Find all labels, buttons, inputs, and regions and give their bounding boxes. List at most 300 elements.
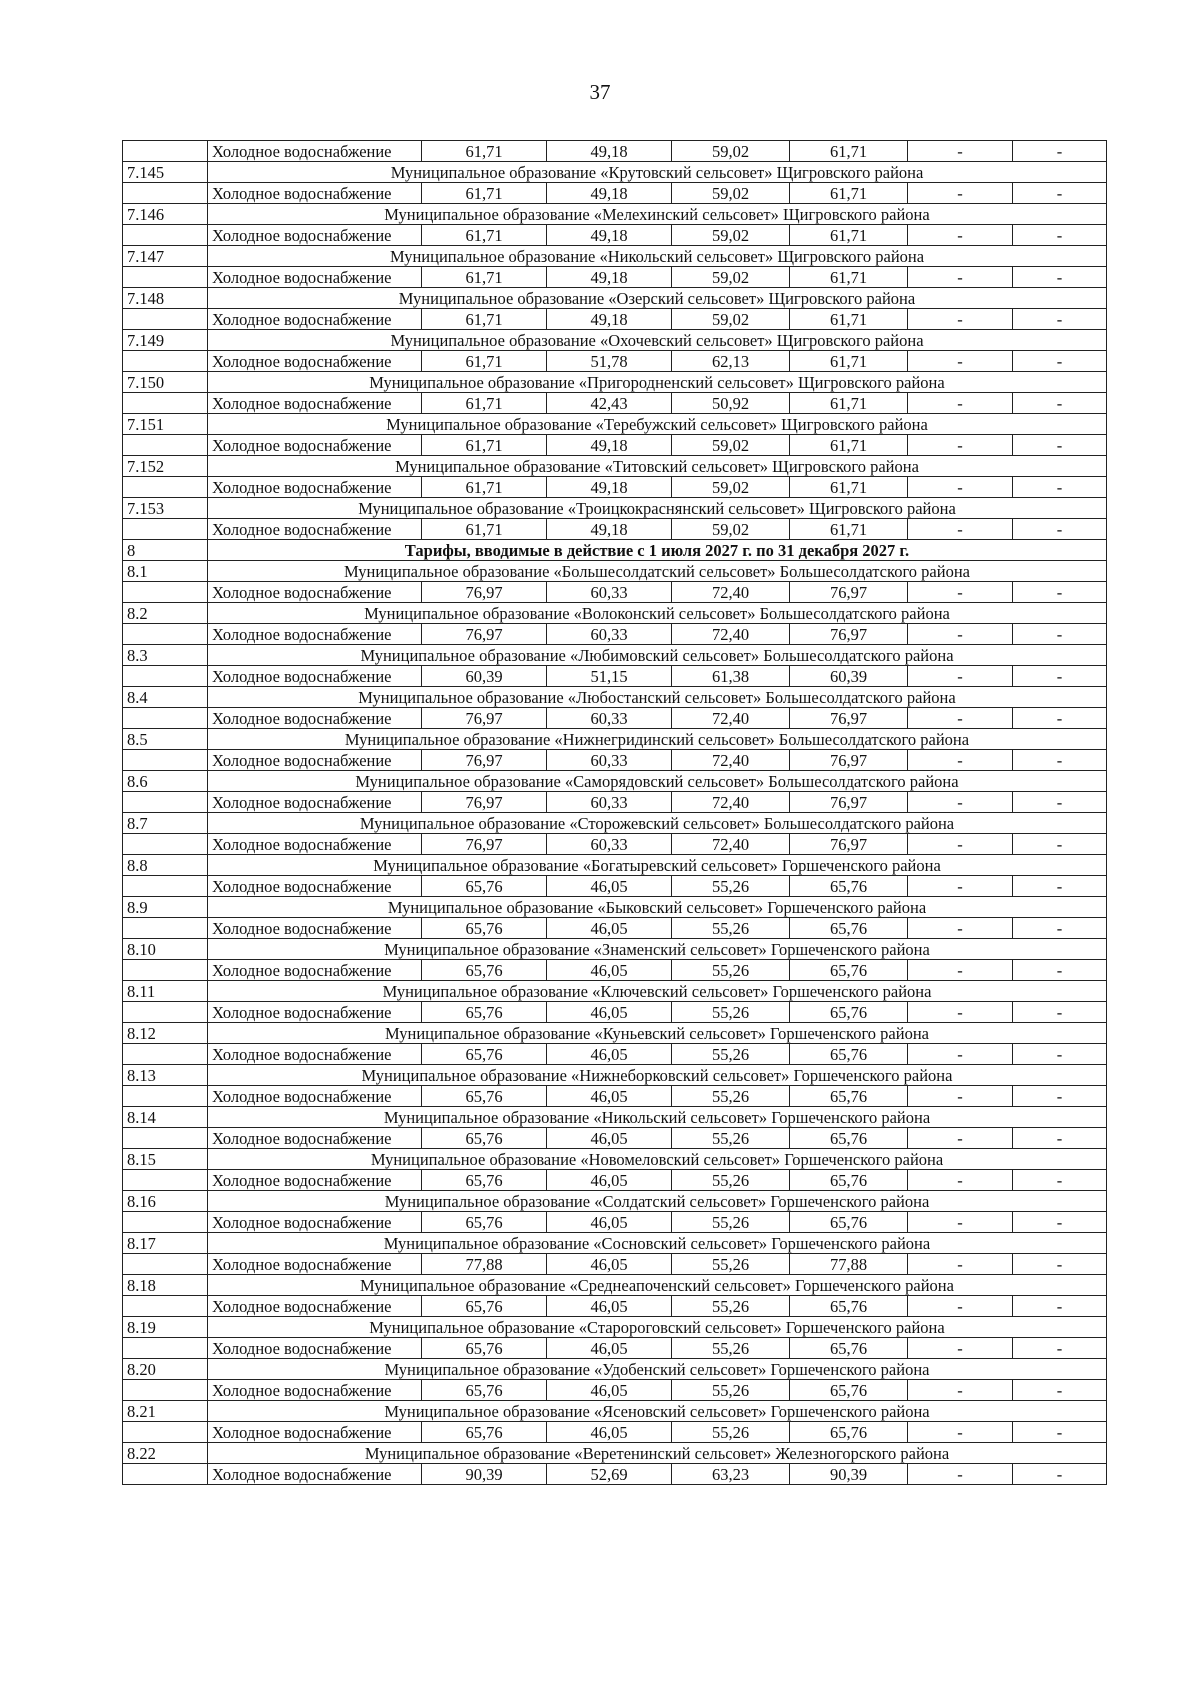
value-cell: - xyxy=(908,1044,1013,1065)
row-number-cell xyxy=(123,183,208,204)
municipality-row xyxy=(123,1443,1107,1464)
service-cell: Холодное водоснабжение xyxy=(208,792,422,813)
row-number-cell xyxy=(123,519,208,540)
value-cell: 60,33 xyxy=(547,624,672,645)
value-cell: 65,76 xyxy=(790,1128,908,1149)
value-cell: - xyxy=(1013,393,1107,414)
tariff-table-body xyxy=(123,141,1107,1485)
value-cell: 46,05 xyxy=(547,1086,672,1107)
value-cell: - xyxy=(1013,624,1107,645)
tariff-table xyxy=(122,140,1107,1485)
municipality-title: Муниципальное образование «Веретенинский сельсовет» Железногорского района xyxy=(208,1443,1107,1464)
row-number-cell: 7.153 xyxy=(123,498,208,519)
value-cell: 59,02 xyxy=(672,435,790,456)
service-cell: Холодное водоснабжение xyxy=(208,393,422,414)
value-cell: - xyxy=(908,624,1013,645)
value-cell: 46,05 xyxy=(547,960,672,981)
value-cell: - xyxy=(1013,267,1107,288)
value-cell: 61,71 xyxy=(790,393,908,414)
value-cell: - xyxy=(908,1002,1013,1023)
table-row xyxy=(123,393,1107,414)
value-cell: 46,05 xyxy=(547,918,672,939)
value-cell: 46,05 xyxy=(547,1170,672,1191)
value-cell: 61,71 xyxy=(422,141,547,162)
municipality-row xyxy=(123,414,1107,435)
municipality-row xyxy=(123,204,1107,225)
row-number-cell xyxy=(123,918,208,939)
row-number-cell xyxy=(123,624,208,645)
row-number-cell: 8.3 xyxy=(123,645,208,666)
value-cell: 65,76 xyxy=(790,1422,908,1443)
value-cell: 76,97 xyxy=(422,624,547,645)
value-cell: 59,02 xyxy=(672,225,790,246)
value-cell: - xyxy=(908,918,1013,939)
value-cell: 60,33 xyxy=(547,582,672,603)
value-cell: - xyxy=(908,1254,1013,1275)
value-cell: - xyxy=(908,708,1013,729)
municipality-title: Муниципальное образование «Сторожевский сельсовет» Большесолдатского района xyxy=(208,813,1107,834)
municipality-title: Муниципальное образование «Нижнегридинский сельсовет» Большесолдатского района xyxy=(208,729,1107,750)
service-cell: Холодное водоснабжение xyxy=(208,1086,422,1107)
value-cell: - xyxy=(908,960,1013,981)
value-cell: 55,26 xyxy=(672,1128,790,1149)
municipality-title: Муниципальное образование «Сосновский сельсовет» Горшеченского района xyxy=(208,1233,1107,1254)
value-cell: 61,71 xyxy=(790,183,908,204)
value-cell: 42,43 xyxy=(547,393,672,414)
value-cell: 60,33 xyxy=(547,708,672,729)
municipality-row xyxy=(123,687,1107,708)
value-cell: 46,05 xyxy=(547,1212,672,1233)
value-cell: 49,18 xyxy=(547,519,672,540)
value-cell: - xyxy=(1013,582,1107,603)
value-cell: 61,71 xyxy=(790,141,908,162)
table-row xyxy=(123,1044,1107,1065)
municipality-title: Муниципальное образование «Большесолдатский сельсовет» Большесолдатского района xyxy=(208,561,1107,582)
row-number-cell: 8.18 xyxy=(123,1275,208,1296)
municipality-row xyxy=(123,981,1107,1002)
row-number-cell: 8.16 xyxy=(123,1191,208,1212)
municipality-row xyxy=(123,456,1107,477)
table-row xyxy=(123,1086,1107,1107)
value-cell: - xyxy=(908,309,1013,330)
service-cell: Холодное водоснабжение xyxy=(208,624,422,645)
value-cell: 65,76 xyxy=(422,1170,547,1191)
row-number-cell: 7.150 xyxy=(123,372,208,393)
service-cell: Холодное водоснабжение xyxy=(208,309,422,330)
row-number-cell xyxy=(123,960,208,981)
value-cell: - xyxy=(1013,876,1107,897)
value-cell: - xyxy=(1013,1254,1107,1275)
service-cell: Холодное водоснабжение xyxy=(208,1212,422,1233)
table-row xyxy=(123,708,1107,729)
table-row xyxy=(123,477,1107,498)
value-cell: 51,78 xyxy=(547,351,672,372)
table-row xyxy=(123,960,1107,981)
value-cell: 72,40 xyxy=(672,792,790,813)
section-title: Тарифы, вводимые в действие с 1 июля 2027 г. по 31 декабря 2027 г. xyxy=(208,540,1107,561)
value-cell: 46,05 xyxy=(547,1338,672,1359)
value-cell: 61,71 xyxy=(790,519,908,540)
value-cell: 49,18 xyxy=(547,435,672,456)
value-cell: 62,13 xyxy=(672,351,790,372)
value-cell: 72,40 xyxy=(672,834,790,855)
service-cell: Холодное водоснабжение xyxy=(208,519,422,540)
value-cell: 59,02 xyxy=(672,477,790,498)
municipality-row xyxy=(123,1065,1107,1086)
service-cell: Холодное водоснабжение xyxy=(208,1254,422,1275)
value-cell: 55,26 xyxy=(672,1170,790,1191)
municipality-row xyxy=(123,1275,1107,1296)
row-number-cell xyxy=(123,666,208,687)
value-cell: - xyxy=(1013,1422,1107,1443)
municipality-title: Муниципальное образование «Куньевский сельсовет» Горшеченского района xyxy=(208,1023,1107,1044)
row-number-cell xyxy=(123,477,208,498)
value-cell: - xyxy=(1013,1380,1107,1401)
row-number-cell xyxy=(123,1212,208,1233)
value-cell: 46,05 xyxy=(547,876,672,897)
value-cell: - xyxy=(1013,960,1107,981)
row-number-cell xyxy=(123,750,208,771)
value-cell: - xyxy=(908,1128,1013,1149)
row-number-cell xyxy=(123,1296,208,1317)
value-cell: 46,05 xyxy=(547,1422,672,1443)
value-cell: 61,71 xyxy=(790,309,908,330)
value-cell: - xyxy=(1013,792,1107,813)
row-number-cell xyxy=(123,792,208,813)
value-cell: 55,26 xyxy=(672,918,790,939)
value-cell: 61,71 xyxy=(422,519,547,540)
value-cell: 50,92 xyxy=(672,393,790,414)
municipality-row xyxy=(123,939,1107,960)
service-cell: Холодное водоснабжение xyxy=(208,834,422,855)
value-cell: 65,76 xyxy=(790,1086,908,1107)
service-cell: Холодное водоснабжение xyxy=(208,708,422,729)
service-cell: Холодное водоснабжение xyxy=(208,1002,422,1023)
table-row xyxy=(123,309,1107,330)
value-cell: - xyxy=(1013,666,1107,687)
row-number-cell: 7.145 xyxy=(123,162,208,183)
value-cell: - xyxy=(908,435,1013,456)
page-number: 37 xyxy=(589,80,611,104)
value-cell: 72,40 xyxy=(672,624,790,645)
value-cell: 65,76 xyxy=(790,1338,908,1359)
row-number-cell: 8.20 xyxy=(123,1359,208,1380)
row-number-cell xyxy=(123,876,208,897)
value-cell: 59,02 xyxy=(672,141,790,162)
value-cell: - xyxy=(1013,1296,1107,1317)
value-cell: 61,71 xyxy=(422,393,547,414)
value-cell: 65,76 xyxy=(422,1044,547,1065)
value-cell: - xyxy=(908,225,1013,246)
table-row xyxy=(123,918,1107,939)
value-cell: - xyxy=(908,750,1013,771)
value-cell: 60,33 xyxy=(547,834,672,855)
value-cell: 60,39 xyxy=(790,666,908,687)
value-cell: 49,18 xyxy=(547,141,672,162)
value-cell: 46,05 xyxy=(547,1002,672,1023)
value-cell: 59,02 xyxy=(672,309,790,330)
table-row xyxy=(123,1254,1107,1275)
row-number-cell xyxy=(123,309,208,330)
row-number-cell: 8.17 xyxy=(123,1233,208,1254)
municipality-row xyxy=(123,1317,1107,1338)
table-row xyxy=(123,876,1107,897)
value-cell: 77,88 xyxy=(790,1254,908,1275)
row-number-cell xyxy=(123,1002,208,1023)
row-number-cell xyxy=(123,582,208,603)
row-number-cell: 8.12 xyxy=(123,1023,208,1044)
value-cell: 61,71 xyxy=(422,477,547,498)
value-cell: - xyxy=(1013,1086,1107,1107)
service-cell: Холодное водоснабжение xyxy=(208,1128,422,1149)
table-row xyxy=(123,1212,1107,1233)
municipality-title: Муниципальное образование «Троицкокраснянский сельсовет» Щигровского района xyxy=(208,498,1107,519)
value-cell: - xyxy=(1013,477,1107,498)
municipality-row xyxy=(123,1149,1107,1170)
value-cell: 55,26 xyxy=(672,1338,790,1359)
value-cell: - xyxy=(1013,183,1107,204)
value-cell: - xyxy=(1013,1338,1107,1359)
municipality-title: Муниципальное образование «Ясеновский сельсовет» Горшеченского района xyxy=(208,1401,1107,1422)
municipality-title: Муниципальное образование «Озерский сельсовет» Щигровского района xyxy=(208,288,1107,309)
value-cell: 76,97 xyxy=(422,708,547,729)
table-row xyxy=(123,792,1107,813)
municipality-title: Муниципальное образование «Новомеловский сельсовет» Горшеченского района xyxy=(208,1149,1107,1170)
value-cell: 49,18 xyxy=(547,309,672,330)
municipality-title: Муниципальное образование «Знаменский сельсовет» Горшеченского района xyxy=(208,939,1107,960)
value-cell: 90,39 xyxy=(790,1464,908,1485)
value-cell: 55,26 xyxy=(672,960,790,981)
value-cell: - xyxy=(908,1170,1013,1191)
municipality-row xyxy=(123,813,1107,834)
municipality-title: Муниципальное образование «Среднеапоченский сельсовет» Горшеченского района xyxy=(208,1275,1107,1296)
value-cell: 55,26 xyxy=(672,1422,790,1443)
service-cell: Холодное водоснабжение xyxy=(208,1296,422,1317)
row-number-cell: 8.6 xyxy=(123,771,208,792)
value-cell: 46,05 xyxy=(547,1044,672,1065)
service-cell: Холодное водоснабжение xyxy=(208,1170,422,1191)
value-cell: 65,76 xyxy=(790,1044,908,1065)
value-cell: - xyxy=(1013,309,1107,330)
value-cell: 59,02 xyxy=(672,183,790,204)
municipality-row xyxy=(123,603,1107,624)
municipality-row xyxy=(123,1191,1107,1212)
row-number-cell: 8.7 xyxy=(123,813,208,834)
value-cell: 65,76 xyxy=(790,1212,908,1233)
row-number-cell: 8 xyxy=(123,540,208,561)
value-cell: 65,76 xyxy=(790,918,908,939)
value-cell: 65,76 xyxy=(790,1170,908,1191)
service-cell: Холодное водоснабжение xyxy=(208,183,422,204)
value-cell: 72,40 xyxy=(672,708,790,729)
row-number-cell xyxy=(123,1086,208,1107)
table-row xyxy=(123,351,1107,372)
row-number-cell: 8.5 xyxy=(123,729,208,750)
value-cell: 55,26 xyxy=(672,876,790,897)
table-row xyxy=(123,225,1107,246)
value-cell: 61,71 xyxy=(790,267,908,288)
service-cell: Холодное водоснабжение xyxy=(208,876,422,897)
value-cell: 55,26 xyxy=(672,1086,790,1107)
service-cell: Холодное водоснабжение xyxy=(208,960,422,981)
row-number-cell xyxy=(123,141,208,162)
value-cell: 49,18 xyxy=(547,225,672,246)
value-cell: 52,69 xyxy=(547,1464,672,1485)
value-cell: - xyxy=(908,582,1013,603)
municipality-row xyxy=(123,1107,1107,1128)
value-cell: - xyxy=(908,1086,1013,1107)
municipality-title: Муниципальное образование «Саморядовский сельсовет» Большесолдатского района xyxy=(208,771,1107,792)
value-cell: 55,26 xyxy=(672,1002,790,1023)
value-cell: 76,97 xyxy=(422,834,547,855)
service-cell: Холодное водоснабжение xyxy=(208,435,422,456)
municipality-title: Муниципальное образование «Старороговский сельсовет» Горшеченского района xyxy=(208,1317,1107,1338)
row-number-cell xyxy=(123,1128,208,1149)
value-cell: - xyxy=(908,141,1013,162)
value-cell: - xyxy=(908,1296,1013,1317)
row-number-cell xyxy=(123,1338,208,1359)
row-number-cell: 8.2 xyxy=(123,603,208,624)
value-cell: - xyxy=(1013,141,1107,162)
value-cell: 61,71 xyxy=(790,435,908,456)
value-cell: 65,76 xyxy=(790,1002,908,1023)
municipality-row xyxy=(123,1023,1107,1044)
row-number-cell: 8.1 xyxy=(123,561,208,582)
value-cell: - xyxy=(908,267,1013,288)
table-row xyxy=(123,1170,1107,1191)
service-cell: Холодное водоснабжение xyxy=(208,141,422,162)
municipality-row xyxy=(123,498,1107,519)
municipality-row xyxy=(123,372,1107,393)
value-cell: - xyxy=(908,477,1013,498)
value-cell: - xyxy=(908,666,1013,687)
row-number-cell: 7.146 xyxy=(123,204,208,225)
value-cell: - xyxy=(908,351,1013,372)
service-cell: Холодное водоснабжение xyxy=(208,1422,422,1443)
value-cell: 76,97 xyxy=(790,834,908,855)
table-row xyxy=(123,624,1107,645)
value-cell: - xyxy=(908,183,1013,204)
municipality-row xyxy=(123,1359,1107,1380)
value-cell: 65,76 xyxy=(422,1212,547,1233)
service-cell: Холодное водоснабжение xyxy=(208,225,422,246)
table-row xyxy=(123,1338,1107,1359)
value-cell: 72,40 xyxy=(672,582,790,603)
value-cell: 65,76 xyxy=(422,1422,547,1443)
value-cell: - xyxy=(908,393,1013,414)
row-number-cell: 8.13 xyxy=(123,1065,208,1086)
row-number-cell xyxy=(123,1044,208,1065)
row-number-cell xyxy=(123,1380,208,1401)
row-number-cell: 8.9 xyxy=(123,897,208,918)
municipality-title: Муниципальное образование «Ключевский сельсовет» Горшеченского района xyxy=(208,981,1107,1002)
row-number-cell: 8.15 xyxy=(123,1149,208,1170)
municipality-row xyxy=(123,645,1107,666)
service-cell: Холодное водоснабжение xyxy=(208,666,422,687)
municipality-row xyxy=(123,771,1107,792)
value-cell: - xyxy=(1013,225,1107,246)
value-cell: 77,88 xyxy=(422,1254,547,1275)
value-cell: - xyxy=(1013,1002,1107,1023)
value-cell: 76,97 xyxy=(422,750,547,771)
value-cell: 55,26 xyxy=(672,1380,790,1401)
municipality-title: Муниципальное образование «Никольский сельсовет» Горшеченского района xyxy=(208,1107,1107,1128)
table-row xyxy=(123,666,1107,687)
row-number-cell xyxy=(123,1464,208,1485)
municipality-row xyxy=(123,330,1107,351)
service-cell: Холодное водоснабжение xyxy=(208,918,422,939)
value-cell: - xyxy=(1013,435,1107,456)
value-cell: - xyxy=(1013,1464,1107,1485)
table-row xyxy=(123,1002,1107,1023)
value-cell: 76,97 xyxy=(422,792,547,813)
municipality-row xyxy=(123,561,1107,582)
municipality-row xyxy=(123,288,1107,309)
municipality-row xyxy=(123,855,1107,876)
value-cell: 61,71 xyxy=(422,351,547,372)
row-number-cell xyxy=(123,225,208,246)
value-cell: 46,05 xyxy=(547,1380,672,1401)
value-cell: 61,71 xyxy=(790,477,908,498)
row-number-cell: 7.151 xyxy=(123,414,208,435)
row-number-cell: 8.11 xyxy=(123,981,208,1002)
table-row xyxy=(123,750,1107,771)
municipality-title: Муниципальное образование «Никольский сельсовет» Щигровского района xyxy=(208,246,1107,267)
value-cell: 76,97 xyxy=(422,582,547,603)
service-cell: Холодное водоснабжение xyxy=(208,1338,422,1359)
row-number-cell: 7.147 xyxy=(123,246,208,267)
table-row xyxy=(123,1464,1107,1485)
row-number-cell: 8.8 xyxy=(123,855,208,876)
municipality-title: Муниципальное образование «Титовский сельсовет» Щигровского района xyxy=(208,456,1107,477)
value-cell: 65,76 xyxy=(422,1002,547,1023)
table-row xyxy=(123,582,1107,603)
row-number-cell: 8.21 xyxy=(123,1401,208,1422)
table-row xyxy=(123,183,1107,204)
municipality-row xyxy=(123,162,1107,183)
value-cell: - xyxy=(908,876,1013,897)
value-cell: 60,39 xyxy=(422,666,547,687)
municipality-title: Муниципальное образование «Любостанский сельсовет» Большесолдатского района xyxy=(208,687,1107,708)
row-number-cell xyxy=(123,1254,208,1275)
table-row xyxy=(123,519,1107,540)
row-number-cell xyxy=(123,834,208,855)
table-row xyxy=(123,1128,1107,1149)
value-cell: 49,18 xyxy=(547,477,672,498)
row-number-cell: 7.152 xyxy=(123,456,208,477)
municipality-row xyxy=(123,729,1107,750)
row-number-cell: 8.22 xyxy=(123,1443,208,1464)
value-cell: 46,05 xyxy=(547,1254,672,1275)
section-header-row xyxy=(123,540,1107,561)
municipality-title: Муниципальное образование «Волоконский сельсовет» Большесолдатского района xyxy=(208,603,1107,624)
value-cell: 76,97 xyxy=(790,708,908,729)
value-cell: 61,38 xyxy=(672,666,790,687)
row-number-cell xyxy=(123,351,208,372)
row-number-cell xyxy=(123,708,208,729)
value-cell: 65,76 xyxy=(422,1380,547,1401)
value-cell: - xyxy=(908,519,1013,540)
value-cell: 59,02 xyxy=(672,267,790,288)
row-number-cell xyxy=(123,267,208,288)
value-cell: 55,26 xyxy=(672,1296,790,1317)
table-row xyxy=(123,1296,1107,1317)
value-cell: 65,76 xyxy=(422,1338,547,1359)
municipality-title: Муниципальное образование «Солдатский сельсовет» Горшеченского района xyxy=(208,1191,1107,1212)
value-cell: - xyxy=(1013,519,1107,540)
municipality-row xyxy=(123,897,1107,918)
value-cell: 65,76 xyxy=(422,876,547,897)
